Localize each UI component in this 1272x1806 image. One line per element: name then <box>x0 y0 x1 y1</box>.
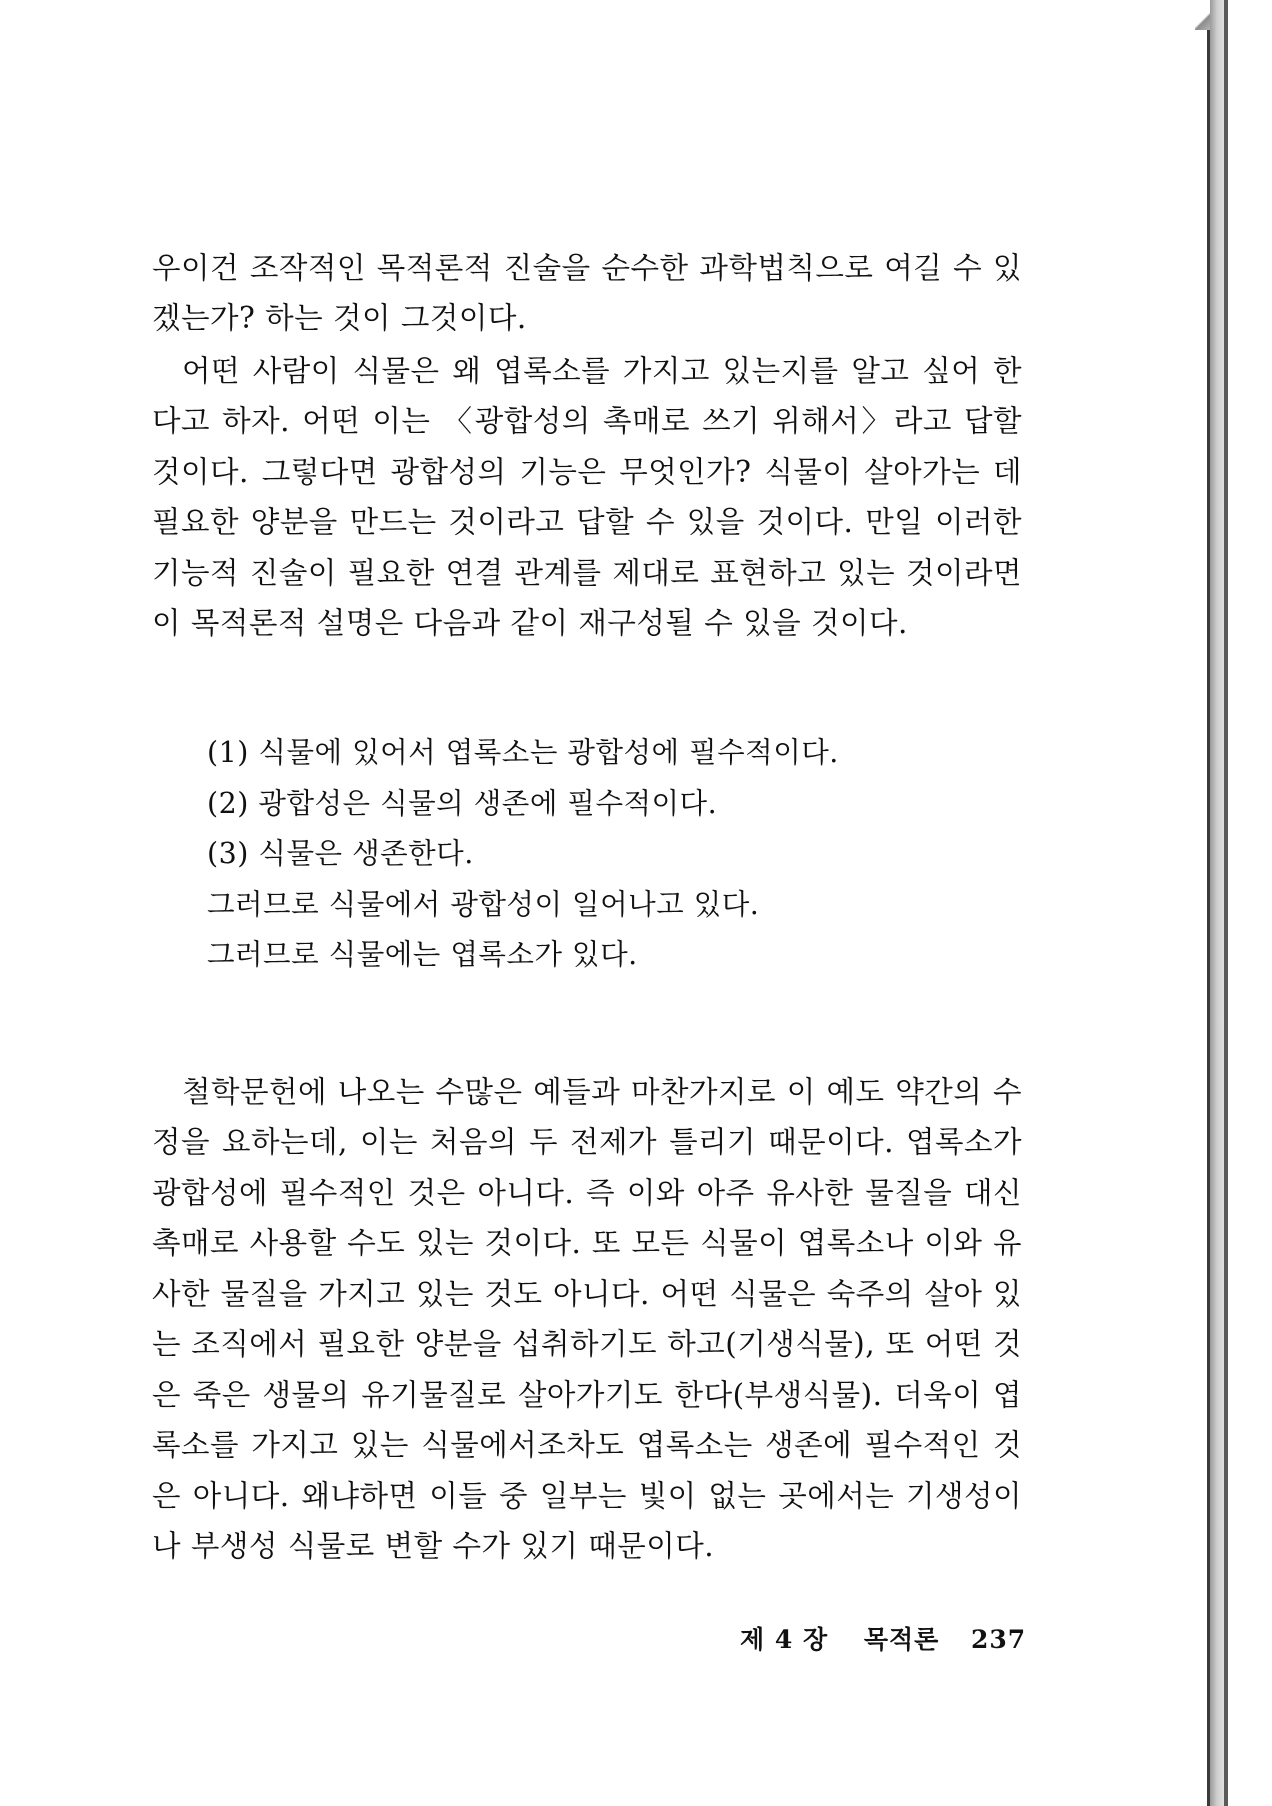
running-footer <box>740 1620 1026 1656</box>
chapter-number: 제 4 장 <box>740 1625 829 1654</box>
premise-3: (3) 식물은 생존한다. <box>207 837 474 870</box>
paragraph-continued: 우이건 조작적인 목적론적 진술을 순수한 과학법칙으로 여길 수 있겠는가? 하는 것이 그것이다. <box>152 250 1022 335</box>
page-number: 237 <box>971 1625 1027 1654</box>
paragraph-critique: 철학문헌에 나오는 수많은 예들과 마찬가지로 이 예도 약간의 수정을 요하는데, 이는 처음의 두 전제가 틀리기 때문이다. 엽록소가 광합성에 필수적인 것은 아니다. 즉 이와 아주 유사한 물질을 대신 촉매로 사용할 수도 있는 것이다. 또 모든 식물이 엽록소나 이와 유사한 물질을 가지고 있는 것도 아니다. 어떤 식물은 숙주의 살아 있는 조직에서 필요한 양분을 섭취하기도 하고(기생식물), 또 어떤 것은 죽은 생물의 유기물질로 살아가기도 한다(부생식물). 더욱이 엽록소를 가지고 있는 식물에서조차도 엽록소는 생존에 필수적인 것은 아니다. 왜냐하면 이들 중 일부는 빛이 없는 곳에서는 기생성이나 부생성 식물로 변할 수가 있기 때문이다. <box>152 1074 1022 1563</box>
page-edge-shadow <box>1210 0 1228 1806</box>
premise-2: (2) 광합성은 식물의 생존에 필수적이다. <box>207 786 718 820</box>
chapter-title: 목적론 <box>863 1625 940 1654</box>
premise-1: (1) 식물에 있어서 엽록소는 광합성에 필수적이다. <box>207 736 839 769</box>
paragraph-chlorophyll-question: 어떤 사람이 식물은 왜 엽록소를 가지고 있는지를 알고 싶어 한다고 하자. 어떤 이는 〈광합성의 촉매로 쓰기 위해서〉라고 답할 것이다. 그렇다면 광합성의 기능은 무엇인가? 식물이 살아가는 데 필요한 양분을 만드는 것이라고 답할 수 있을 것이다. 만일 이러한 기능적 진술이 필요한 연결 관계를 제대로 표현하고 있는 것이라면 이 목적론적 설명은 다음과 같이 재구성될 수 있을 것이다. <box>152 353 1022 640</box>
conclusion-1: 그러므로 식물에서 광합성이 일어나고 있다. <box>207 887 760 921</box>
conclusion-2: 그러므로 식물에는 엽록소가 있다. <box>207 938 638 971</box>
teleological-argument <box>207 728 1007 981</box>
